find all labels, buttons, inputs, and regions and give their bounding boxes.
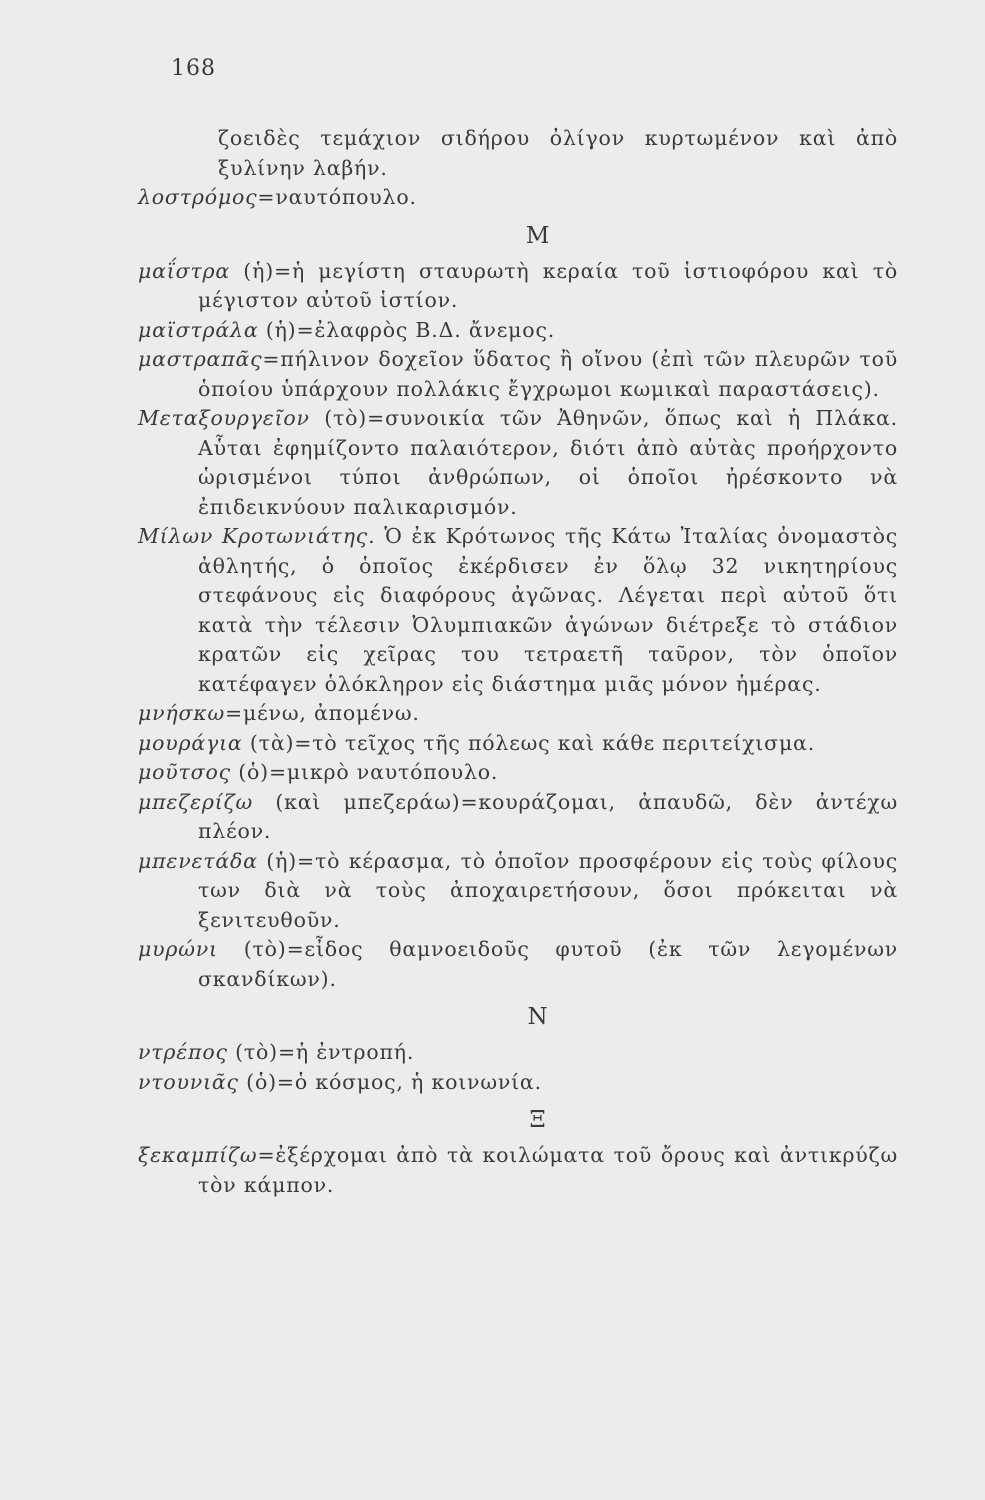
glossary-entry — [138, 729, 898, 759]
section-letter: Μ — [525, 222, 551, 249]
entry-term: Μεταξουργεῖον — [138, 406, 310, 430]
section-letter: Ν — [527, 1004, 549, 1030]
entry-definition: =μένω, ἀπομένω. — [225, 701, 420, 725]
entry-term: λοστρόμος — [138, 185, 258, 209]
glossary-entry — [138, 1038, 898, 1068]
entry-definition: (ὁ)=μικρὸ ναυτόπουλο. — [230, 760, 499, 784]
entry-term: μοῦτσος — [138, 760, 231, 784]
continued-entry: ζοειδὲς τεμάχιον σιδήρου ὀλίγον κυρτωμένον καὶ ἀπὸ ξυλίνην λαβήν. — [218, 126, 898, 180]
glossary-text — [138, 124, 898, 1200]
entry-term: Μίλων Κροτωνιάτης — [138, 524, 369, 548]
entry-term: ξεκαμπίζω — [138, 1143, 258, 1167]
entry-definition: =πήλινον δοχεῖον ὕδατος ἢ οἴνου (ἐπὶ τῶν πλευρῶν τοῦ ὁποίου ὑπάρχουν πολλάκις ἔγχρωμοι κωμικαὶ παραστάσεις). — [198, 347, 898, 401]
glossary-entry — [138, 257, 898, 316]
glossary-entry — [138, 404, 898, 522]
entry-definition: (ἡ)=ἐλαφρὸς Β.Δ. ἄνεμος. — [258, 317, 556, 342]
entry-definition: (ὁ)=ὁ κόσμος, ἡ κοινωνία. — [238, 1069, 542, 1094]
glossary-entry — [138, 935, 898, 994]
section-letter: Ξ — [529, 1107, 547, 1133]
entry-term: μπενετάδα — [138, 848, 258, 873]
glossary-entry — [138, 699, 898, 729]
entry-definition: =ἐξέρχομαι ἀπὸ τὰ κοιλώματα τοῦ ὄρους καὶ ἀντικρύζω τὸν κάμπον. — [198, 1143, 898, 1197]
entry-definition: . Ὁ ἐκ Κρότωνος τῆς Κάτω Ἰταλίας ὀνομαστὸς ἀθλητής, ὁ ὁποῖος ἐκέρδισεν ἐν ὅλῳ 32 νικητηρίους στεφάνους εἰς διαφόρους ἀγῶνας. Λέγεται περὶ αὐτοῦ ὅτι κατὰ τὴν τέλεσιν Ὀλυμπιακῶν ἀγώνων διέτρεξε τὸ στάδιον κρατῶν εἰς χεῖρας του τετραετῆ ταῦρον, τὸν ὁποῖον κατέφαγεν ὁλόκληρον εἰς διάστημα μιᾶς μόνον ἡμέρας. — [198, 524, 898, 696]
glossary-entry — [138, 183, 898, 213]
glossary-entry — [138, 522, 898, 699]
entry-term: μνήσκω — [138, 701, 226, 725]
entry-definition: (καὶ μπεζεράω)=κουράζομαι, ἀπαυδῶ, δὲν ἀντέχω πλέον. — [198, 789, 898, 843]
glossary-entry — [138, 1141, 898, 1200]
entry-term: μουράγια — [138, 730, 243, 755]
entry-definition: (ἡ)=ἡ μεγίστη σταυρωτὴ κεραία τοῦ ἱστιοφόρου καὶ τὸ μέγιστον αὐτοῦ ἱστίον. — [198, 258, 898, 312]
entry-definition: =ναυτόπουλο. — [257, 185, 417, 209]
glossary-entry — [138, 758, 898, 788]
glossary-entry — [138, 847, 898, 936]
entry-definition: (τὸ)=εἶδος θαμνοειδοῦς φυτοῦ (ἐκ τῶν λεγομένων σκανδίκων). — [198, 937, 898, 991]
entry-definition: (τὰ)=τὸ τεῖχος τῆς πόλεως καὶ κάθε περιτείχισμα. — [242, 730, 816, 755]
entry-term: ντουνιᾶς — [138, 1069, 239, 1094]
glossary-entry — [138, 345, 898, 404]
entry-definition: (ἡ)=τὸ κέρασμα, τὸ ὁποῖον προσφέρουν εἰς τοὺς φίλους των διὰ νὰ τοὺς ἀποχαιρετήσουν, ὅσοι πρόκειται νὰ ξενιτευθοῦν. — [198, 848, 898, 932]
entry-term: μπεζερίζω — [138, 789, 254, 814]
entry-definition: (τὸ)=ἡ ἐντροπή. — [227, 1040, 415, 1064]
glossary-entry — [138, 1068, 898, 1098]
entry-term: μυρώνι — [138, 937, 218, 961]
entry-term: μαϊστράλα — [138, 317, 259, 342]
entry-term: μαστραπᾶς — [138, 347, 263, 371]
entry-term: ντρέπος — [138, 1040, 228, 1064]
entry-term: μαΐστρα — [138, 258, 231, 283]
entry-definition: (τὸ)=συνοικία τῶν Ἀθηνῶν, ὅπως καὶ ἡ Πλάκα. Αὗται ἐφημίζοντο παλαιότερον, διότι ἀπὸ αὐτὰς προήρχοντο ὡρισμένοι τύποι ἀνθρώπων, οἱ ὁποῖοι ἠρέσκοντο νὰ ἐπιδεικνύουν παλικαρισμόν. — [198, 406, 898, 519]
glossary-entry — [138, 788, 898, 847]
page-number: 168 — [171, 56, 216, 81]
glossary-entry — [138, 316, 898, 346]
